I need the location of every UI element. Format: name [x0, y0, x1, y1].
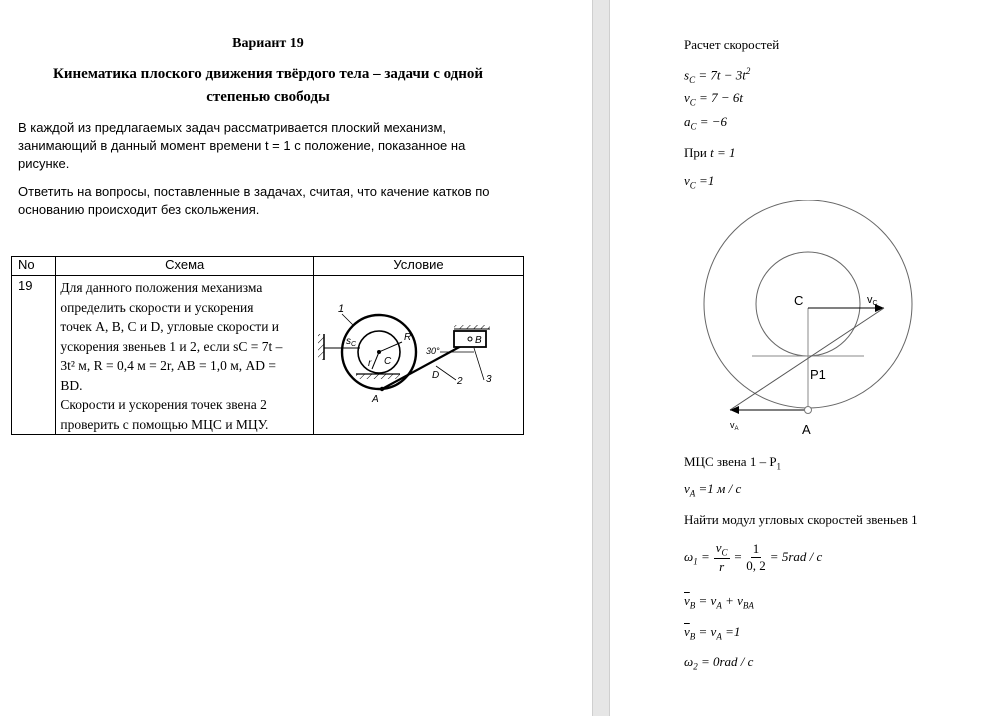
intro-line: занимающий в данный момент времени t = 1 с положение, показанное на	[18, 138, 466, 153]
velocity-diagram	[690, 200, 930, 440]
label-a: A	[372, 394, 379, 405]
eq-sc: $s_C = 7t - 3t^2$	[684, 66, 751, 85]
eq-vb-sum: $\overline{v}_B = v_A + v_{BA}$	[684, 593, 754, 611]
header-scheme: Схема	[56, 257, 314, 276]
point-b	[468, 337, 472, 341]
main-title-line1: Кинематика плоского движения твёрдого тела – задачи с одной	[52, 66, 484, 82]
eq-vc1: $v_C =1$	[684, 173, 715, 191]
instruction-paragraph	[18, 183, 490, 219]
velocity-line	[730, 308, 884, 410]
right-page	[610, 0, 1000, 716]
instruction-line: основанию происходит без скольжения.	[18, 202, 260, 217]
task-table	[11, 256, 524, 435]
condition-line: определить скорости и ускорения	[60, 299, 254, 315]
frac-1-02: $\frac{1}{0, 2}$	[746, 540, 766, 573]
label-d: D	[432, 370, 440, 381]
eq-omega2: $\omega_2 = 0rad / c$	[684, 654, 754, 672]
label-b: B	[475, 335, 482, 346]
radius-r	[372, 352, 379, 369]
condition-line: 3t² м, R = 0,4 м = 2r, AB = 1,0 м, AD =	[60, 358, 276, 373]
main-title-line2: степенью свободы	[206, 89, 330, 105]
condition-line: ускорения звеньев 1 и 2, если sC = 7t –	[60, 338, 283, 354]
condition-line: точек A, B, C и D, угловые скорости и	[60, 319, 280, 334]
intro-line: рисунке.	[18, 156, 70, 171]
find-line: Найти модул угловых скоростей звеньев 1	[684, 512, 918, 527]
label-c: C	[384, 356, 392, 367]
table-row	[12, 276, 524, 435]
mechanism-scheme	[314, 276, 523, 432]
page-gap	[592, 0, 610, 716]
condition-cell	[56, 276, 314, 435]
guide-hatch	[454, 325, 490, 329]
eq-ac: $a_C = -6$	[684, 114, 728, 132]
label-va: $v_A$	[730, 420, 739, 432]
wall-hatch	[318, 334, 324, 360]
label-vc: vC	[867, 294, 878, 307]
radius-R	[379, 342, 402, 352]
variant-title: Вариант 19	[232, 36, 304, 51]
label-1: 1	[338, 303, 345, 315]
label-R: R	[404, 332, 412, 343]
table-header-row	[12, 257, 524, 276]
frac-vc-r: $\frac{v_C}{r}$	[715, 540, 728, 574]
eq-omega1: $\omega_1$ = $\frac{v_C}{r}$ = $\frac{1}{0, 2}$ = 5rad / c	[684, 540, 823, 574]
eq-vb-va: $\overline{v}_B = v_A =1$	[684, 624, 741, 642]
label-c: C	[794, 293, 804, 308]
row-number: 19	[12, 276, 56, 435]
label-p1: P1	[810, 367, 826, 382]
label-angle: 30°	[426, 346, 440, 356]
scheme-cell	[314, 276, 524, 435]
label-3: 3	[486, 374, 492, 385]
label-sc: $s_C$	[346, 336, 357, 348]
label-r: r	[368, 358, 372, 369]
point-a	[380, 387, 384, 391]
eq-va: $v_A =1$ м / с	[684, 481, 742, 499]
condition-line: Скорости и ускорения точек звена 2	[60, 397, 267, 412]
label-2: 2	[457, 376, 463, 387]
intro-paragraph	[18, 119, 465, 173]
mcs-line: МЦС звена $1 - P_1$	[684, 454, 782, 472]
eq-vc: $v_C = 7 - 6t$	[684, 90, 743, 108]
leader-3	[474, 348, 484, 380]
leader-1	[342, 314, 354, 326]
ground-hatch	[356, 374, 400, 379]
condition-line: Для данного положения механизма	[60, 280, 263, 295]
point-a	[805, 407, 812, 414]
header-condition: Условие	[314, 257, 524, 276]
condition-line: BD.	[60, 377, 83, 393]
calc-heading: Расчет скоростей	[684, 37, 780, 52]
label-a: A	[802, 422, 811, 437]
instruction-line: Ответить на вопросы, поставленные в задачах, считая, что качение катков по	[18, 184, 490, 199]
intro-line: В каждой из предлагаемых задач рассматривается плоский механизм,	[18, 120, 447, 135]
header-no: No	[12, 257, 56, 276]
condition-line: проверить с помощью МЦС и МЦУ.	[60, 416, 269, 432]
when-line: При t = 1	[684, 145, 736, 160]
